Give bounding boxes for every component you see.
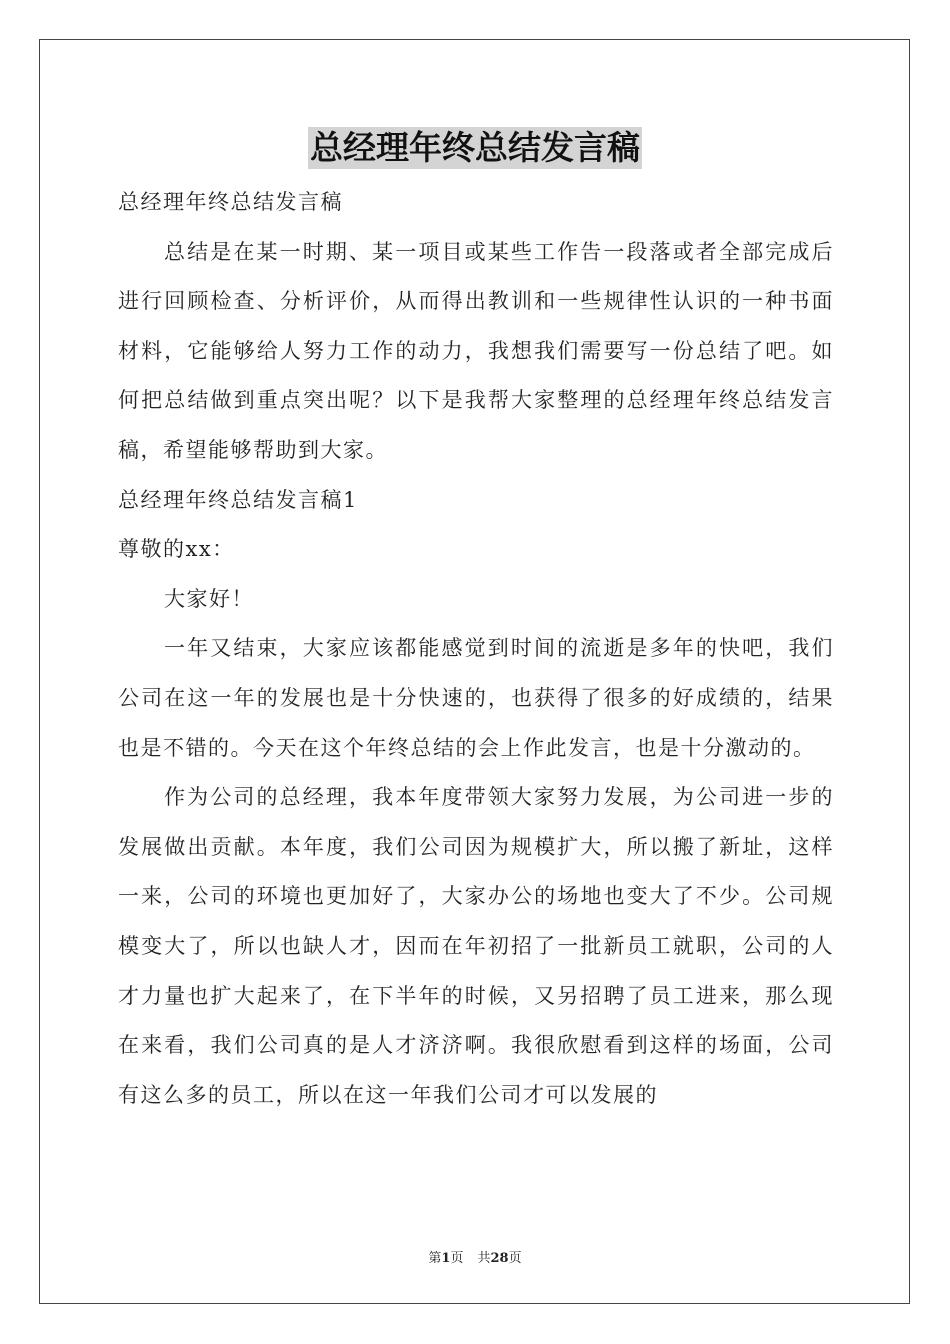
document-title: 总经理年终总结发言稿	[310, 128, 640, 167]
greeting: 大家好！	[164, 586, 254, 611]
total-suffix: 页	[508, 1251, 522, 1266]
title-container	[0, 127, 950, 169]
body-paragraph: 一年又结束，大家应该都能感觉到时间的流逝是多年的快吧，我们公司在这一年的发展也是十分快速的，也获得了很多的好成绩的，结果也是不错的。今天在这个年终总结的会上作此发言，也是十分激动的。	[118, 636, 834, 760]
page-footer	[0, 1247, 950, 1266]
document-body	[118, 178, 834, 1120]
page-prefix: 第	[428, 1251, 442, 1266]
salutation: 尊敬的xx：	[118, 537, 235, 562]
body-paragraph: 总经理年终总结发言稿	[118, 190, 343, 214]
page-suffix: 页	[450, 1251, 464, 1266]
body-paragraph: 总结是在某一时期、某一项目或某些工作告一段落或者全部完成后进行回顾检查、分析评价，从而得出教训和一些规律性认识的一种书面材料，它能够给人努力工作的动力，我想我们需要写一份总结了吧。如何把总结做到重点突出呢？以下是我帮大家整理的总经理年终总结发言稿，希望能够帮助到大家。	[118, 239, 834, 462]
section-heading: 总经理年终总结发言稿1	[118, 487, 358, 512]
page-number: 1	[441, 1251, 451, 1266]
body-paragraph: 作为公司的总经理，我本年度带领大家努力发展，为公司进一步的发展做出贡献。本年度，我们公司因为规模扩大，所以搬了新址，这样一来，公司的环境也更加好了，大家办公的场地也变大了不少。公司规模变大了，所以也缺人才，因而在年初招了一批新员工就职，公司的人才力量也扩大起来了，在下半年的时候，又另招聘了员工进来，那么现在来看，我们公司真的是人才济济啊。我很欣慰看到这样的场面，公司有这么多的员工，所以在这一年我们公司才可以发展的	[118, 785, 834, 1107]
total-prefix: 共	[477, 1251, 491, 1266]
total-pages: 28	[490, 1251, 509, 1266]
